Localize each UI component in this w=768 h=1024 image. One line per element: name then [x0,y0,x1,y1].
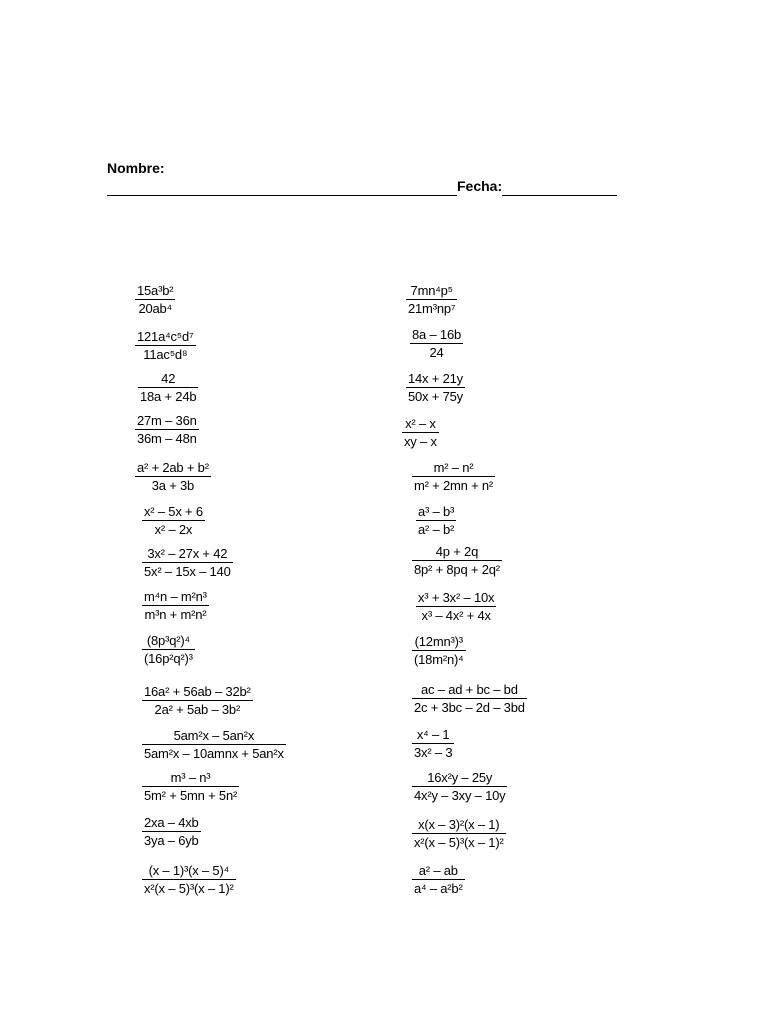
fraction-right-1 [406,282,457,317]
denominator: 5x² – 15x – 140 [144,564,231,579]
fraction-right-3 [406,370,465,405]
denominator: 2c + 3bc – 2d – 3bd [414,700,525,715]
numerator: 42 [138,370,198,388]
numerator: (12mn³)³ [412,633,466,651]
denominator: 36m – 48n [137,431,197,446]
denominator: xy – x [404,434,437,449]
denominator: m² + 2mn + n² [414,478,494,493]
name-label: Nombre: [107,160,165,176]
worksheet-header [107,158,627,196]
numerator: a² – ab [412,862,465,880]
denominator: 3a + 3b [151,478,195,493]
numerator: 4p + 2q [412,543,502,561]
numerator: 7mn⁴p⁵ [406,282,457,300]
fraction-right-7 [412,543,502,578]
fraction-left-11 [142,727,286,762]
denominator: a² – b² [418,522,455,537]
name-date-line [107,176,627,196]
fraction-right-11 [412,726,454,761]
numerator: 16a² + 56ab – 32b² [144,684,251,699]
numerator: 15a³b² [137,283,174,298]
numerator: x³ + 3x² – 10x [418,590,495,605]
numerator: 5am²x – 5an²x [142,727,286,745]
fraction-left-10 [142,683,253,718]
fraction-right-10 [412,681,527,716]
denominator: 24 [429,345,444,360]
fraction-right-4 [402,415,439,450]
fraction-left-12 [142,769,239,804]
denominator: 11ac⁵d⁸ [143,347,188,362]
fraction-right-13 [412,816,506,851]
fraction-left-3 [138,370,198,405]
numerator: 27m – 36n [137,413,197,428]
denominator: 4x²y – 3xy – 10y [414,788,506,803]
numerator: (8p³q²)⁴ [142,632,195,650]
numerator: x² – 5x + 6 [144,504,203,519]
denominator: m³n + m²n² [144,607,207,622]
fraction-left-4 [135,412,199,447]
denominator: 5m² + 5mn + 5n² [144,788,238,803]
numerator: 8a – 16b [412,327,462,342]
numerator: m⁴n – m²n³ [144,589,207,604]
numerator: m³ – n³ [142,769,239,787]
fraction-left-5 [135,459,211,494]
numerator: x(x – 3)²(x – 1) [412,816,506,834]
denominator: 3x² – 3 [414,745,453,760]
fraction-left-8 [142,588,209,623]
denominator: 3ya – 6yb [144,833,199,848]
fraction-left-13 [142,814,201,849]
numerator: 3x² – 27x + 42 [142,545,233,563]
denominator: 50x + 75y [408,389,463,404]
fraction-right-6 [416,503,456,538]
fraction-left-2 [135,328,196,363]
denominator: 20ab⁴ [138,301,172,316]
fraction-right-9 [412,633,466,668]
fraction-left-6 [142,503,205,538]
date-label: Fecha: [457,178,503,194]
numerator: a³ – b³ [418,504,455,519]
fraction-left-14 [142,862,236,897]
denominator: x² – 2x [154,522,193,537]
denominator: 5am²x – 10amnx + 5an²x [144,746,284,761]
denominator: x³ – 4x² + 4x [421,608,491,623]
denominator: x²(x – 5)³(x – 1)² [414,835,504,850]
numerator: a² + 2ab + b² [137,460,209,475]
numerator: 16x²y – 25y [412,769,507,787]
denominator: a⁴ – a²b² [414,881,463,896]
fraction-left-7 [142,545,233,580]
fraction-right-14 [412,862,465,897]
denominator: 21m³np⁷ [408,301,456,316]
fraction-right-8 [416,589,496,624]
numerator: ac – ad + bc – bd [412,681,527,699]
date-blank[interactable] [502,181,617,196]
fraction-left-1 [135,282,175,317]
fraction-right-12 [412,769,507,804]
numerator: x² – x [402,415,439,433]
numerator: (x – 1)³(x – 5)⁴ [142,862,236,880]
name-blank[interactable] [107,181,457,196]
denominator: (16p²q²)³ [144,651,193,666]
numerator: 2xa – 4xb [144,815,199,830]
denominator: 18a + 24b [140,389,197,404]
numerator: 14x + 21y [408,371,463,386]
denominator: x²(x – 5)³(x – 1)² [144,881,234,896]
fraction-right-5 [412,459,495,494]
numerator: x⁴ – 1 [412,726,454,744]
denominator: 2a² + 5ab – 3b² [154,702,241,717]
fraction-right-2 [410,326,463,361]
fraction-left-9 [142,632,195,667]
numerator: m² – n² [412,459,495,477]
denominator: (18m²n)⁴ [414,652,464,667]
numerator: 121a⁴c⁵d⁷ [137,329,194,344]
denominator: 8p² + 8pq + 2q² [414,562,500,577]
